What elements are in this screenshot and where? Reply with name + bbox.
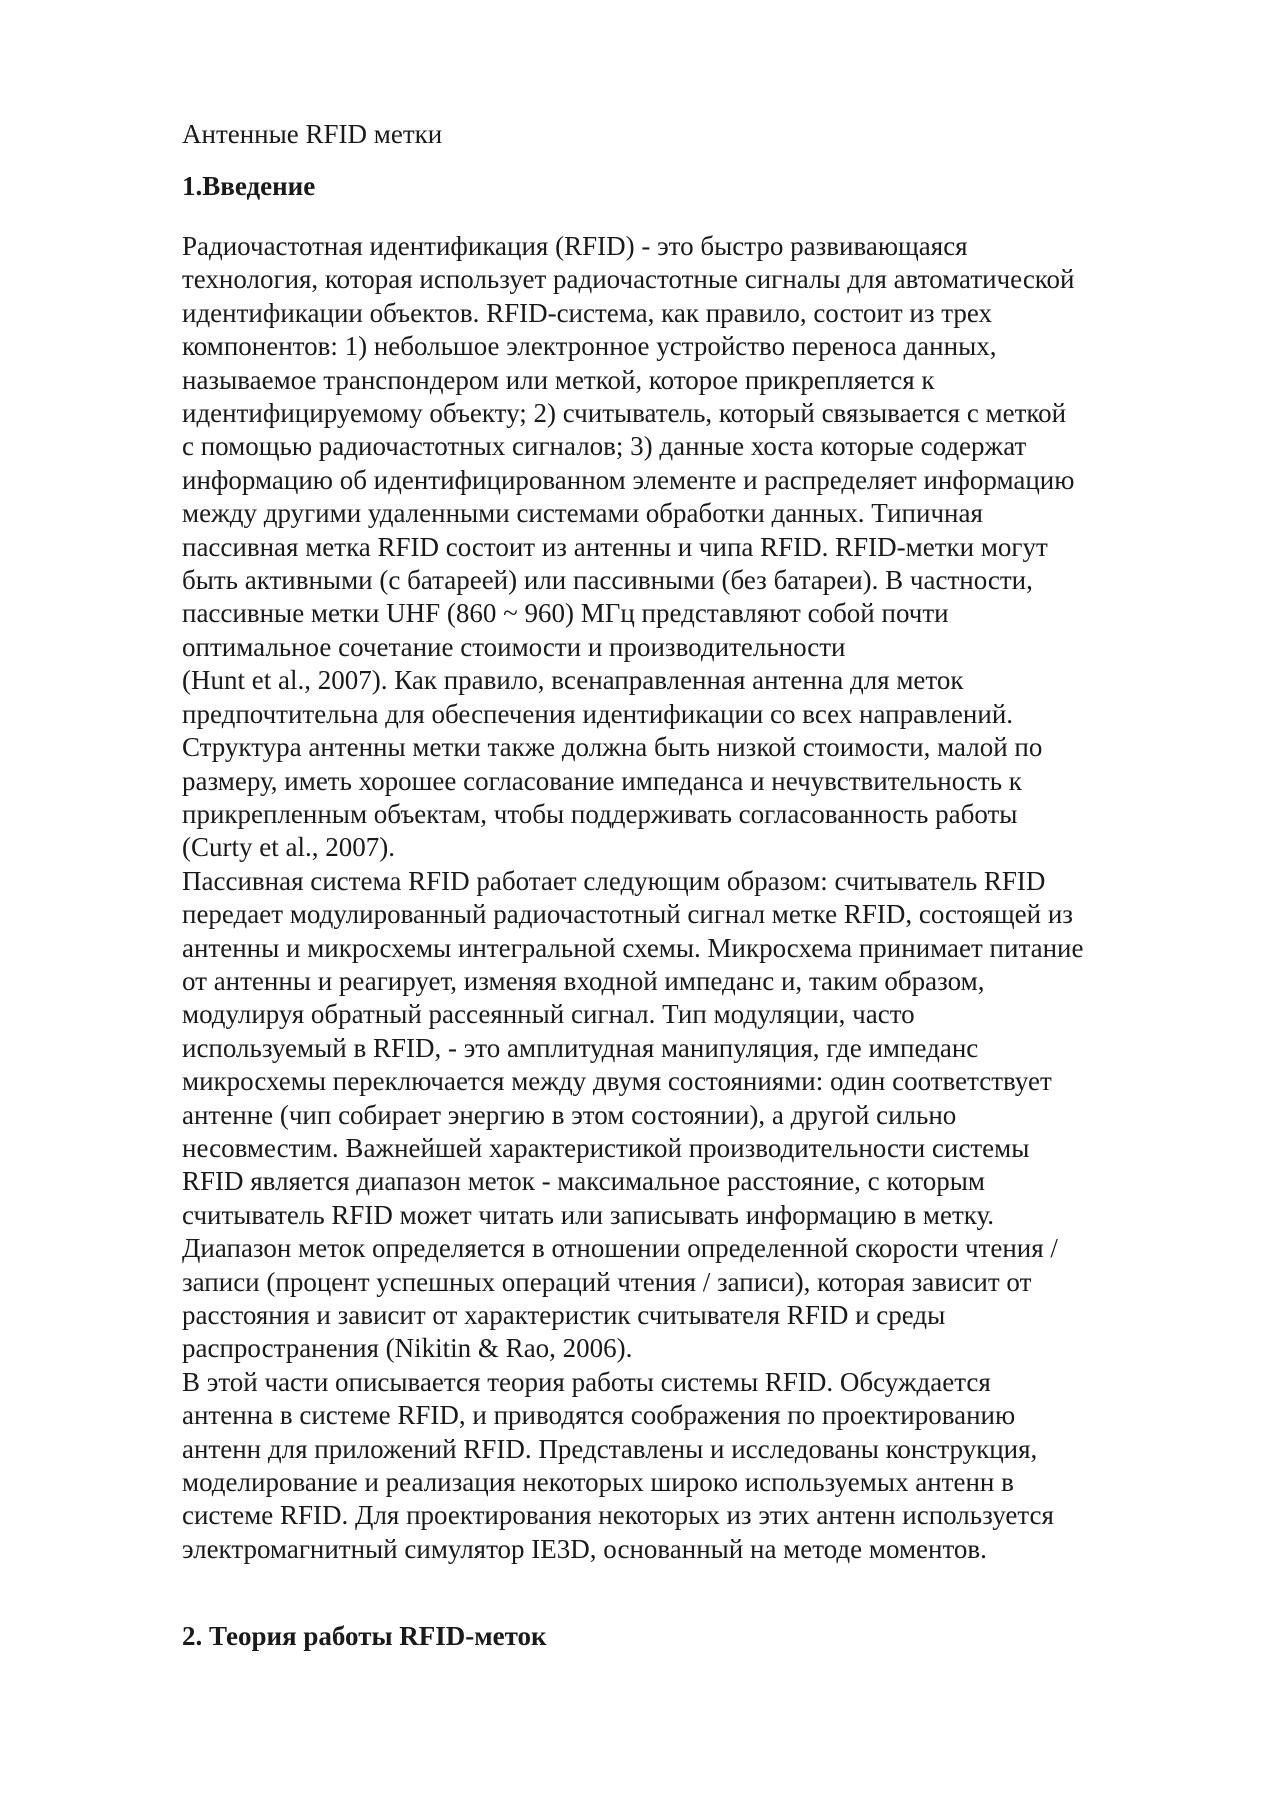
text-line: В этой части описывается теория работы системы RFID. Обсуждается — [182, 1366, 991, 1397]
document-content — [182, 118, 1202, 1680]
text-line: микросхемы переключается между двумя состояниями: один соответствует — [182, 1066, 1052, 1097]
text-line: компонентов: 1) небольшое электронное устройство переноса данных, — [182, 331, 997, 362]
text-line: используемый в RFID, - это амплитудная манипуляция, где импеданс — [182, 1032, 979, 1063]
text-line: антенне (чип собирает энергию в этом состоянии), а другой сильно — [182, 1099, 957, 1130]
text-line: размеру, иметь хорошее согласование импеданса и нечувствительность к — [182, 765, 1022, 796]
text-line: прикрепленным объектам, чтобы поддерживать согласованность работы — [182, 798, 1018, 829]
paragraph-chapter-scope — [182, 1366, 1202, 1566]
text-line: распространения (Nikitin & Rao, 2006). — [182, 1333, 633, 1364]
text-line: пассивная метка RFID состоит из антенны и чипа RFID. RFID-метки могут — [182, 531, 1048, 562]
text-line: моделирование и реализация некоторых широко используемых антенн в — [182, 1467, 1014, 1498]
text-line: между другими удаленными системами обработки данных. Типичная — [182, 498, 983, 529]
text-line: антенн для приложений RFID. Представлены и исследованы конструкция, — [182, 1433, 1038, 1464]
text-line: антенны и микросхемы интегральной схемы. Микросхема принимает питание — [182, 932, 1084, 963]
paragraph-passive-system — [182, 865, 1202, 1366]
text-line: быть активными (с батареей) или пассивными (без батареи). В частности, — [182, 565, 1033, 596]
text-line: идентификации объектов. RFID-система, как правило, состоит из трех — [182, 297, 993, 328]
text-line: пассивные метки UHF (860 ~ 960) МГц представляют собой почти — [182, 598, 949, 629]
document-title: Антенные RFID метки — [182, 119, 443, 149]
text-line: (Curty et al., 2007). — [182, 832, 395, 863]
text-line: предпочтительна для обеспечения идентификации со всех направлений. — [182, 698, 1014, 729]
text-line: Пассивная система RFID работает следующим образом: считыватель RFID — [182, 865, 1046, 896]
text-line: расстояния и зависит от характеристик считывателя RFID и среды — [182, 1300, 946, 1330]
text-line: от антенны и реагирует, изменяя входной импеданс и, таким образом, — [182, 965, 985, 996]
text-line: RFID является диапазон меток - максимальное расстояние, с которым — [182, 1166, 985, 1197]
text-line: информацию об идентифицированном элементе и распределяет информацию — [182, 464, 1075, 495]
section-heading-introduction: 1.Введение — [182, 171, 316, 201]
section-heading-rfid-theory: 2. Теория работы RFID-меток — [182, 1621, 547, 1652]
text-line: антенна в системе RFID, и приводятся соображения по проектированию — [182, 1400, 1016, 1431]
text-line: оптимальное сочетание стоимости и производительности — [182, 631, 846, 662]
text-line: Радиочастотная идентификация (RFID) - это быстро развивающаяся — [182, 231, 968, 261]
text-line: считыватель RFID может читать или записывать информацию в метку. — [182, 1199, 995, 1230]
text-line: записи (процент успешных операций чтения / записи), которая зависит от — [182, 1266, 1032, 1297]
text-line: (Hunt et al., 2007). Как правило, всенаправленная антенна для меток — [182, 665, 964, 696]
text-line: передает модулированный радиочастотный сигнал метке RFID, состоящей из — [182, 899, 1073, 930]
text-line: Диапазон меток определяется в отношении определенной скорости чтения / — [182, 1233, 1058, 1264]
paragraph-rfid-overview — [182, 230, 1202, 865]
text-line: несовместим. Важнейшей характеристикой производительности системы — [182, 1132, 1030, 1163]
text-line: системе RFID. Для проектирования некоторых из этих антенн используется — [182, 1500, 1054, 1531]
text-line: называемое транспондером или меткой, которое прикрепляется к — [182, 364, 935, 395]
text-line: модулируя обратный рассеянный сигнал. Тип модуляции, часто — [182, 999, 915, 1030]
text-line: Структура антенны метки также должна быть низкой стоимости, малой по — [182, 732, 1043, 763]
text-line: электромагнитный симулятор IE3D, основанный на методе моментов. — [182, 1533, 987, 1564]
text-line: идентифицируемому объекту; 2) считыватель, который связывается с меткой — [182, 398, 1067, 429]
text-line: технология, которая использует радиочастотные сигналы для автоматической — [182, 264, 1075, 295]
text-line: с помощью радиочастотных сигналов; 3) данные хоста которые содержат — [182, 431, 1027, 462]
